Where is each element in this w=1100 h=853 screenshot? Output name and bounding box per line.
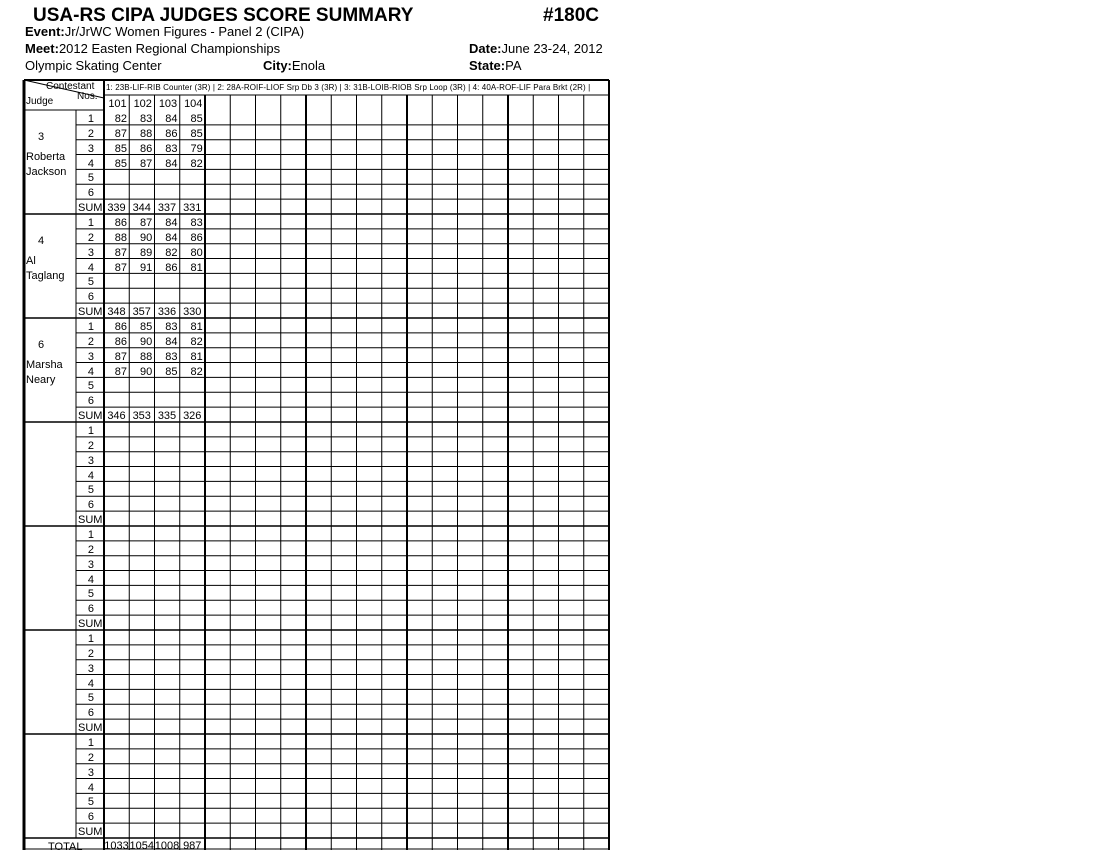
row-number: 5 [87,484,94,497]
score-cell: 84 [165,231,178,244]
row-number: 6 [87,499,94,512]
total-cell: 1033 [104,840,129,852]
score-cell: 85 [114,142,127,155]
row-number: 1 [87,737,94,749]
row-number: 5 [87,796,94,809]
score-cell: 84 [165,335,178,348]
city-label: City: [263,58,292,73]
sum-cell: 344 [132,202,151,215]
date-value: June 23-24, 2012 [501,41,603,56]
figures-header: 1: 23B-LIF-RIB Counter (3R) | 2: 28A-ROIF-LIOF Srp Db 3 (3R) | 3: 31B-LOIB-RIOB Srp Loop (3R) | 4: 40A-ROF-LIF Para Brkt (2R) | [106,83,591,92]
total-cell: 987 [183,840,202,852]
sum-cell: 330 [183,306,202,319]
row-number: 1 [87,113,94,125]
row-number: 3 [87,662,94,675]
row-number: 2 [87,439,94,452]
score-cell: 81 [190,261,203,274]
total-cell: 1008 [154,840,180,852]
row-number: 3 [87,350,94,363]
row-number: 1 [87,633,94,645]
row-number: 4 [87,781,94,794]
judge-number: 3 [38,131,45,143]
row-number: 5 [87,276,94,289]
row-number: 4 [87,469,94,482]
sum-cell: 353 [132,410,151,423]
sum-label: SUM [78,410,103,423]
contestant-number: 102 [133,98,152,110]
judge-first-name: Roberta [26,151,66,163]
judge-number: 6 [38,339,45,351]
contestant-number: 103 [158,98,178,110]
score-cell: 82 [190,335,203,348]
score-cell: 88 [114,231,127,244]
sum-cell: 348 [107,306,126,319]
row-number: 5 [87,588,94,601]
judge-last-name: Taglang [26,270,65,282]
sum-cell: 339 [107,202,126,215]
score-cell: 87 [114,246,127,259]
score-cell: 82 [190,157,203,170]
score-cell: 84 [165,217,178,229]
score-cell: 88 [140,127,153,140]
row-number: 1 [87,321,94,333]
score-cell: 90 [140,231,153,244]
form-number: #180C [543,5,599,26]
sum-cell: 335 [157,410,177,423]
score-cell: 85 [165,365,178,378]
contestant-number: 101 [108,98,127,110]
score-cell: 91 [140,261,153,274]
judge-label: Judge [26,96,54,107]
row-number: 5 [87,692,94,705]
city-value: Enola [291,58,326,73]
score-cell: 83 [140,113,153,125]
score-cell: 86 [165,261,178,274]
row-number: 1 [87,217,94,229]
row-number: 1 [87,425,94,437]
page-title: USA-RS CIPA JUDGES SCORE SUMMARY [33,5,414,26]
score-cell: 87 [114,350,127,363]
score-cell: 90 [140,365,153,378]
score-cell: 85 [190,113,203,125]
judge-number: 4 [38,235,45,247]
sum-cell: 331 [183,202,202,215]
row-number: 4 [87,261,94,274]
row-number: 3 [87,558,94,571]
row-number: 6 [87,187,94,200]
row-number: 6 [87,395,94,408]
row-number: 3 [87,454,94,467]
total-label: TOTAL [48,841,83,853]
total-cell: 1054 [129,840,154,852]
score-cell: 80 [190,246,203,259]
state-value: PA [505,58,522,73]
sum-cell: 326 [183,410,202,423]
row-number: 2 [87,231,94,244]
meet-label: Meet: [25,41,59,56]
row-number: 2 [87,751,94,764]
judge-first-name: Marsha [26,359,63,371]
nos-label: Nos. [77,91,98,102]
score-cell: 83 [165,142,178,155]
score-cell: 83 [165,321,178,333]
row-number: 2 [87,127,94,140]
score-cell: 86 [114,335,127,348]
sum-label: SUM [78,618,103,631]
sum-label: SUM [78,722,103,735]
contestant-label: Contestant [46,81,95,92]
score-cell: 81 [190,350,203,363]
event-value: Jr/JrWC Women Figures - Panel 2 (CIPA) [64,24,305,39]
row-number: 3 [87,142,94,155]
score-cell: 86 [114,321,127,333]
score-cell: 82 [114,113,127,125]
score-cell: 86 [190,231,203,244]
score-cell: 88 [140,350,153,363]
row-number: 4 [87,157,94,170]
sum-label: SUM [78,514,103,527]
row-number: 6 [87,707,94,720]
row-number: 2 [87,335,94,348]
state-label: State: [469,58,506,73]
event-label: Event: [25,24,65,39]
score-cell: 87 [140,157,153,170]
score-cell: 81 [190,321,203,333]
score-cell: 82 [165,246,178,259]
row-number: 4 [87,677,94,690]
score-cell: 79 [190,142,203,155]
score-cell: 87 [114,127,127,140]
score-cell: 90 [140,335,153,348]
score-cell: 83 [165,350,178,363]
score-cell: 87 [114,261,127,274]
score-cell: 86 [140,142,153,155]
score-cell: 87 [140,217,153,229]
score-cell: 85 [140,321,153,333]
judge-last-name: Jackson [26,166,67,178]
score-cell: 87 [114,365,127,378]
sum-cell: 346 [107,410,126,423]
score-cell: 89 [140,246,153,259]
row-number: 6 [87,291,94,304]
score-cell: 86 [114,217,127,229]
row-number: 4 [87,573,94,586]
row-number: 5 [87,172,94,185]
contestant-number: 104 [184,98,203,110]
score-cell: 85 [114,157,127,170]
row-number: 1 [87,529,94,541]
score-cell: 83 [190,217,203,229]
score-cell: 85 [190,127,203,140]
row-number: 6 [87,811,94,824]
row-number: 4 [87,365,94,378]
sum-label: SUM [78,826,103,839]
row-number: 2 [87,543,94,556]
sum-cell: 336 [157,306,177,319]
sum-cell: 337 [157,202,177,215]
meet-value: 2012 Easten Regional Championships [58,41,281,56]
row-number: 2 [87,647,94,660]
date-label: Date: [469,41,502,56]
judge-first-name: Al [26,255,36,267]
row-number: 3 [87,766,94,779]
score-cell: 82 [190,365,203,378]
row-number: 5 [87,380,94,393]
sum-cell: 357 [132,306,151,319]
score-cell: 84 [165,113,178,125]
row-number: 3 [87,246,94,259]
sum-label: SUM [78,306,103,319]
score-cell: 86 [165,127,178,140]
row-number: 6 [87,603,94,616]
sum-label: SUM [78,202,103,215]
score-cell: 84 [165,157,178,170]
venue: Olympic Skating Center [25,58,162,73]
judge-last-name: Neary [26,374,56,386]
